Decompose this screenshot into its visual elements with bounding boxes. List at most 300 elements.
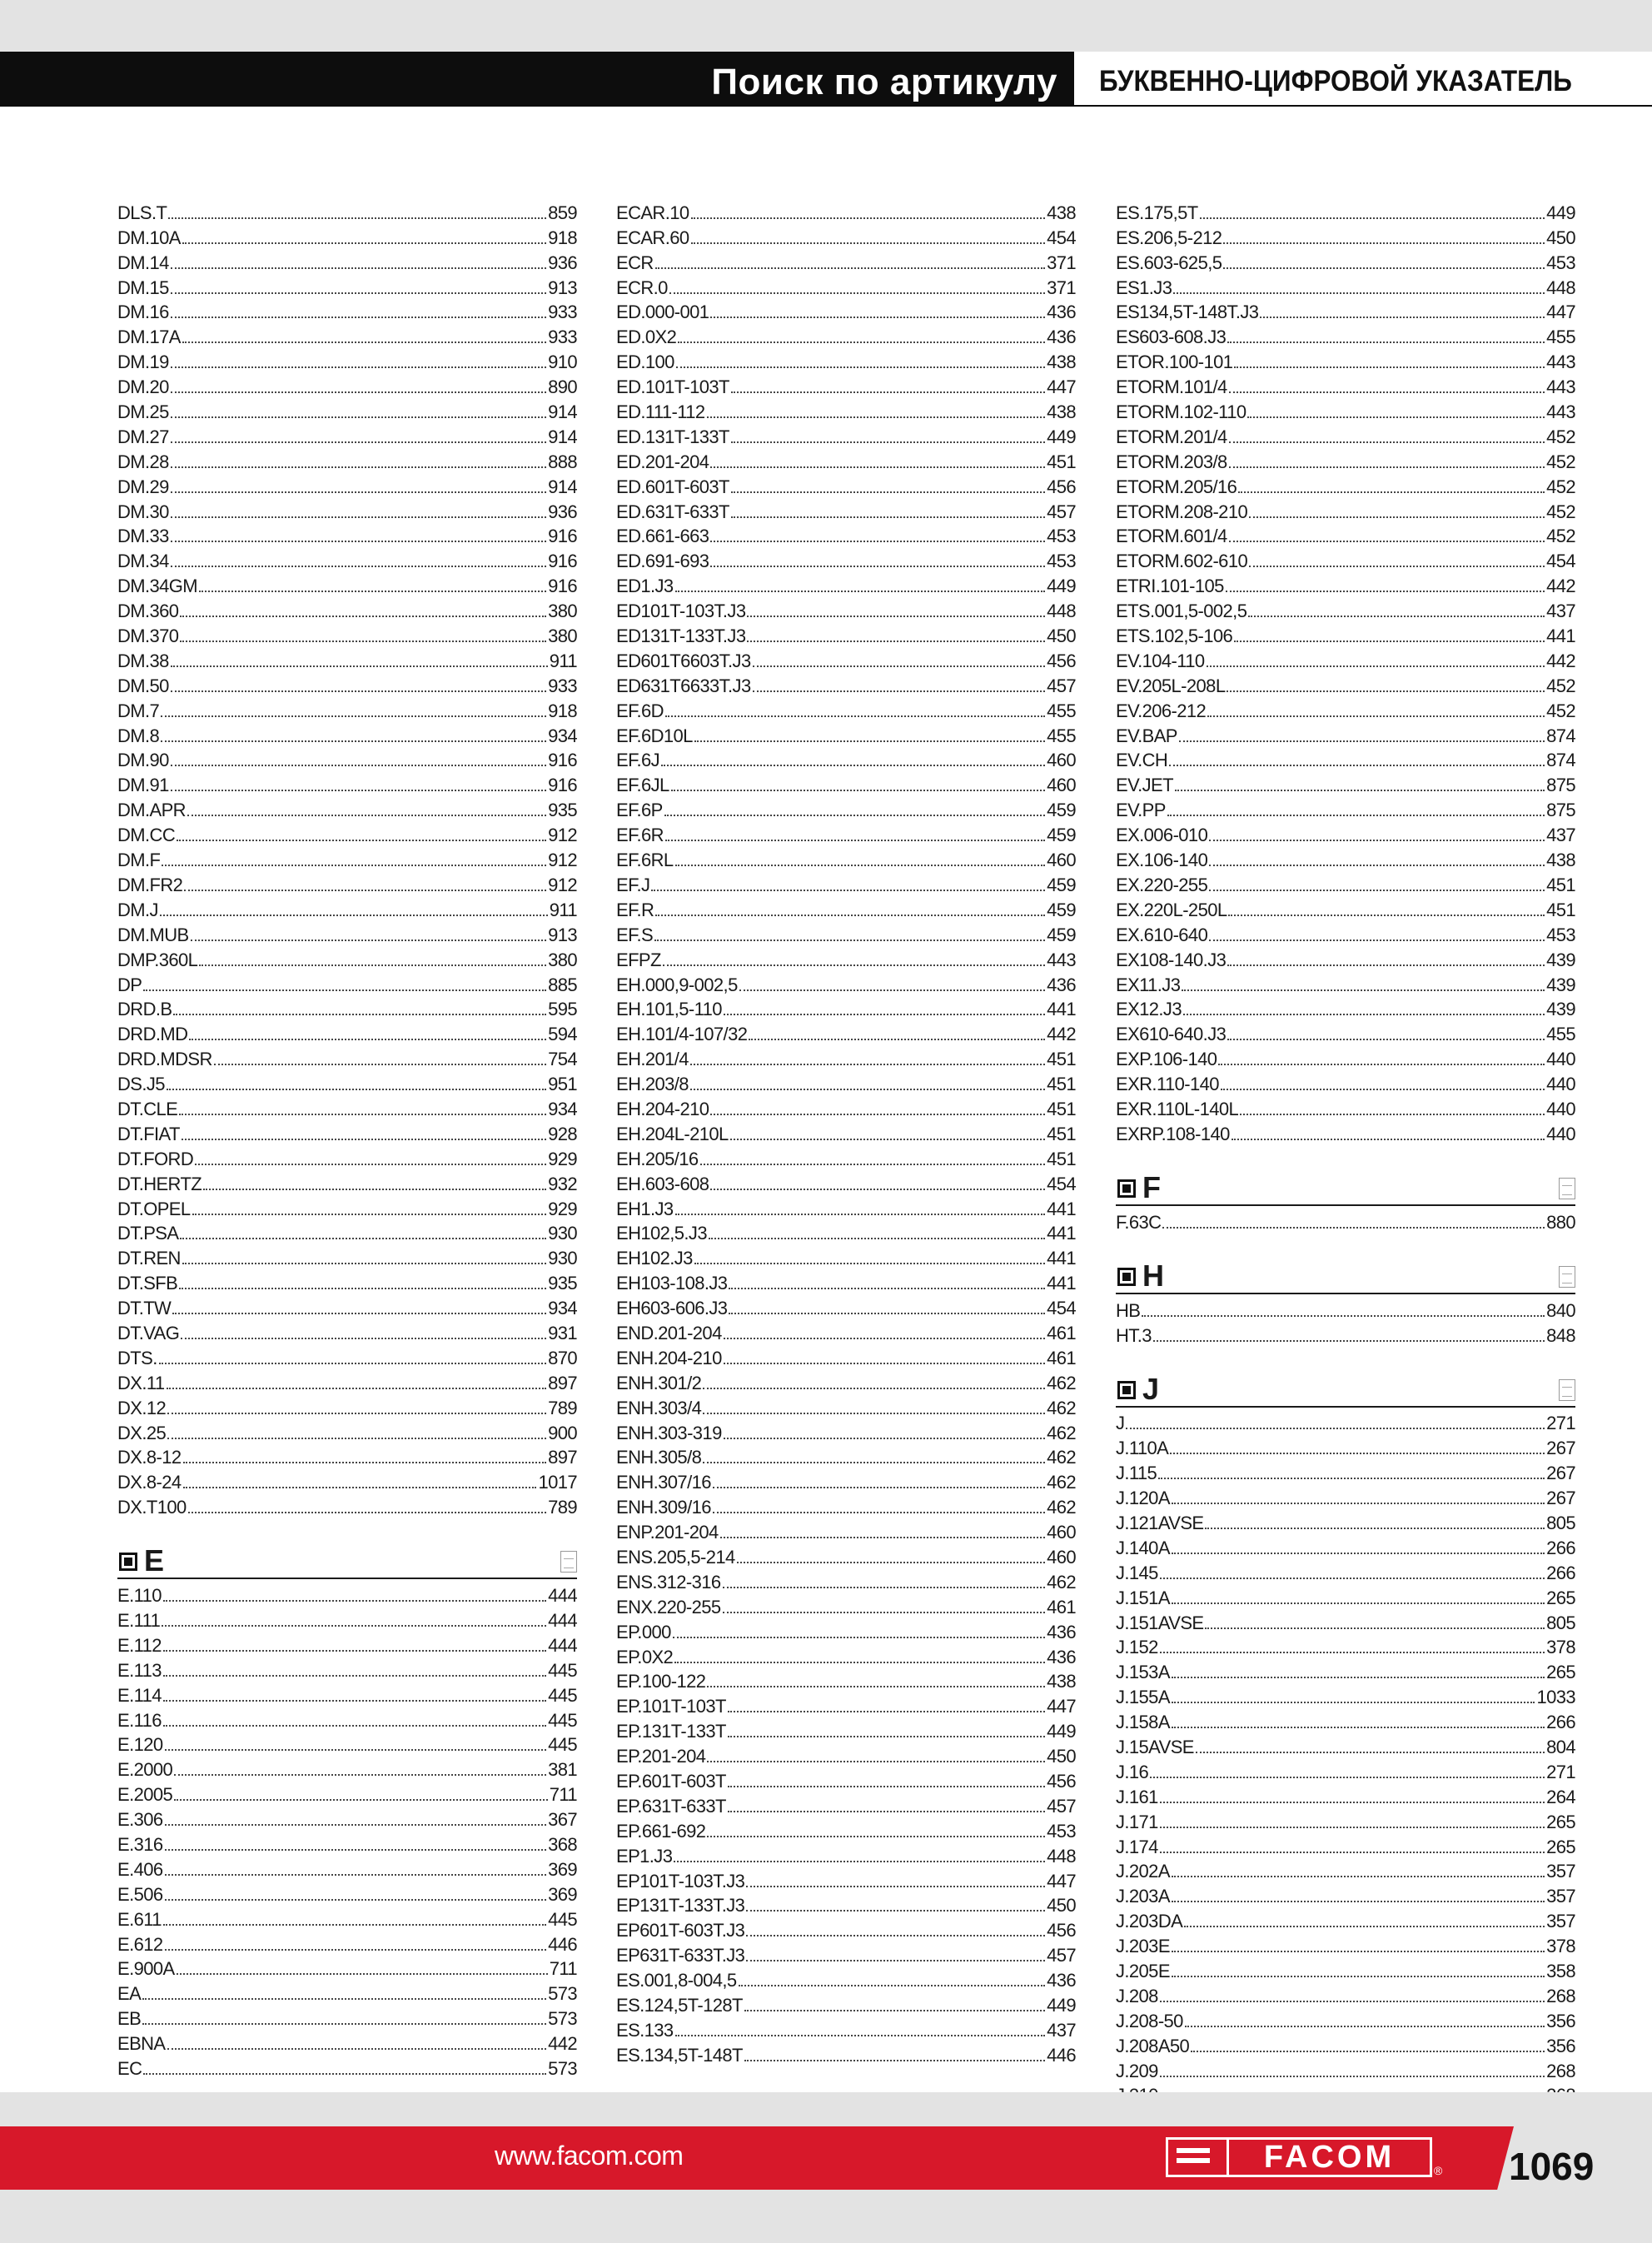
index-entry <box>616 449 1076 474</box>
dot-leader <box>1153 1340 1545 1342</box>
dot-leader <box>171 441 546 443</box>
dot-leader <box>1227 341 1545 343</box>
dot-leader <box>188 1512 546 1513</box>
dot-leader <box>1229 541 1545 542</box>
article-code: EX.610-640 <box>1116 924 1208 945</box>
index-entry <box>616 250 1076 275</box>
dot-leader <box>174 1799 548 1801</box>
article-code: HT.3 <box>1116 1324 1152 1346</box>
index-entry <box>616 1619 1076 1644</box>
dot-leader <box>1162 1227 1545 1229</box>
index-entry <box>117 1657 577 1682</box>
index-entry <box>616 2042 1076 2067</box>
article-code: J.15AVSE <box>1116 1736 1194 1757</box>
index-entry <box>117 847 577 872</box>
dot-leader <box>182 1263 546 1264</box>
page-ref: 441 <box>1546 626 1575 647</box>
index-entry <box>616 723 1076 748</box>
dot-leader <box>703 1388 1045 1389</box>
index-entry <box>117 1469 577 1494</box>
dot-leader <box>1191 2051 1545 2052</box>
article-code: EF.6J <box>616 750 660 771</box>
index-entry <box>616 972 1076 997</box>
page-ref: 441 <box>1047 1248 1076 1269</box>
article-code: ED.631T-633T <box>616 501 729 522</box>
article-code: EF.6JL <box>616 775 669 796</box>
index-entry <box>616 822 1076 847</box>
dot-leader <box>182 1139 546 1140</box>
dot-leader <box>1160 1827 1545 1828</box>
index-entry <box>117 1121 577 1146</box>
page-ref: 933 <box>548 326 577 348</box>
page-ref: 914 <box>548 426 577 447</box>
dot-leader <box>753 690 1045 692</box>
article-code: EFPZ <box>616 949 661 970</box>
dot-leader <box>744 2010 1045 2011</box>
article-code: ENH.305/8 <box>616 1447 702 1468</box>
index-entry <box>616 300 1076 325</box>
index-entry <box>1116 1859 1575 1884</box>
article-code: EF.6R <box>616 825 664 846</box>
article-code: DM.29 <box>117 476 169 497</box>
page-ref: 914 <box>548 476 577 497</box>
article-code: END.201-204 <box>616 1322 722 1343</box>
page-ref: 447 <box>1047 1696 1076 1717</box>
page-ref: 447 <box>1047 376 1076 398</box>
page-ref: 449 <box>1047 426 1076 447</box>
article-code: DM.360 <box>117 601 179 622</box>
dot-leader <box>1228 915 1545 916</box>
page-ref: 789 <box>548 1497 577 1518</box>
dot-leader <box>180 1238 546 1239</box>
index-entry <box>1116 225 1575 250</box>
index-entry <box>1116 499 1575 524</box>
index-entry <box>117 1981 577 2006</box>
dot-leader <box>674 1861 1045 1862</box>
index-entry <box>117 1320 577 1345</box>
dot-leader <box>707 1836 1045 1837</box>
article-code: DM.14 <box>117 252 169 273</box>
page-ref: 914 <box>548 401 577 423</box>
dot-leader <box>1234 641 1545 642</box>
index-entry <box>616 872 1076 897</box>
dot-leader <box>1160 1852 1545 1853</box>
article-code: DT.HERTZ <box>117 1173 202 1194</box>
page-ref: 932 <box>548 1173 577 1194</box>
dot-leader <box>1229 466 1545 468</box>
dot-leader <box>724 1363 1045 1364</box>
page-ref: 453 <box>1047 1820 1076 1842</box>
index-entry <box>616 673 1076 698</box>
dot-leader <box>160 915 548 916</box>
article-code: EA <box>117 1983 142 2005</box>
dot-leader <box>675 2035 1046 2036</box>
article-code: J.171 <box>1116 1811 1158 1832</box>
page-ref: 459 <box>1047 825 1076 846</box>
index-entry <box>1116 847 1575 872</box>
article-code: ENS.312-316 <box>616 1571 721 1593</box>
article-code: EX108-140.J3 <box>1116 949 1227 970</box>
index-entry <box>117 1632 577 1657</box>
page-ref: 446 <box>548 1933 577 1955</box>
index-entry <box>1116 623 1575 648</box>
article-code: ES.603-625,5 <box>1116 252 1222 273</box>
dot-leader <box>165 1949 547 1951</box>
article-code: EH.101,5-110 <box>616 999 722 1020</box>
dot-leader <box>1172 1876 1545 1877</box>
page-ref: 436 <box>1047 1970 1076 1991</box>
article-code: J.120A <box>1116 1488 1170 1509</box>
index-entry <box>117 1046 577 1071</box>
dot-leader <box>174 1774 546 1776</box>
page-ref: 460 <box>1047 850 1076 871</box>
dot-leader <box>694 1263 1045 1264</box>
dot-leader <box>165 1749 547 1751</box>
article-code: DM.FR2 <box>117 874 183 895</box>
article-code: ED131T-133T.J3 <box>616 626 746 647</box>
dot-leader <box>143 989 546 991</box>
dot-leader <box>177 840 546 841</box>
article-code: EP.000 <box>616 1621 671 1642</box>
article-code: EV.205L-208L <box>1116 675 1226 696</box>
page-ref: 454 <box>1047 1173 1076 1194</box>
article-code: E.2000 <box>117 1759 173 1781</box>
page-ref: 438 <box>1047 351 1076 373</box>
page-ref: 461 <box>1047 1596 1076 1617</box>
index-entry <box>616 1196 1076 1221</box>
dot-leader <box>180 616 546 617</box>
article-code: DM.50 <box>117 675 169 696</box>
article-code: E.506 <box>117 1883 163 1905</box>
article-code: EH603-606.J3 <box>616 1298 728 1319</box>
article-code: ED101T-103T.J3 <box>616 601 746 622</box>
page-ref: 840 <box>1546 1299 1575 1321</box>
page-ref: 880 <box>1546 1211 1575 1233</box>
index-entry <box>1116 1510 1575 1535</box>
website-link[interactable]: www.facom.com <box>495 2141 684 2171</box>
article-code: ENH.301/2 <box>616 1372 702 1393</box>
article-code: EH.201/4 <box>616 1049 689 1070</box>
dot-leader <box>163 1600 546 1602</box>
page-ref: 911 <box>549 899 577 920</box>
dot-leader <box>163 1675 546 1677</box>
dot-leader <box>661 765 1045 766</box>
article-code: EXR.110-140 <box>1116 1074 1219 1095</box>
dot-leader <box>180 641 546 642</box>
index-entry <box>1116 947 1575 972</box>
index-entry <box>1116 723 1575 748</box>
page-ref: 265 <box>1546 1836 1575 1857</box>
dot-leader <box>1172 1727 1545 1728</box>
dot-leader <box>182 242 546 244</box>
page-ref: 754 <box>548 1049 577 1070</box>
page-ref: 445 <box>548 1908 577 1930</box>
index-entry <box>117 1370 577 1395</box>
article-code: EF.S <box>616 924 654 945</box>
section-letter: J <box>1142 1371 1160 1406</box>
dot-leader <box>199 964 546 966</box>
index-entry <box>1116 1121 1575 1146</box>
index-entry <box>616 1370 1076 1395</box>
dot-leader <box>214 1064 546 1065</box>
page-ref: 875 <box>1546 800 1575 821</box>
index-entry <box>117 349 577 374</box>
article-code: DM.10A <box>117 227 181 248</box>
dot-leader <box>728 1811 1045 1812</box>
index-entry <box>117 524 577 549</box>
article-code: DP <box>117 974 142 995</box>
dot-leader <box>1249 566 1545 567</box>
article-code: E.900A <box>117 1958 175 1980</box>
dot-leader <box>1172 1602 1545 1604</box>
article-code: EXR.110L-140L <box>1116 1098 1239 1119</box>
index-entry <box>1116 1684 1575 1709</box>
article-code: ENH.204-210 <box>616 1347 722 1368</box>
page-ref: 462 <box>1047 1447 1076 1468</box>
page-ref: 930 <box>548 1248 577 1269</box>
dot-leader <box>730 1139 1045 1140</box>
page-subtitle: БУКВЕННО-ЦИФРОВОЙ УКАЗАТЕЛЬ <box>1099 65 1572 97</box>
index-entry <box>616 2017 1076 2042</box>
index-entry <box>616 1793 1076 1818</box>
article-code: DM.J <box>117 899 158 920</box>
article-code: ECAR.10 <box>616 202 689 223</box>
article-code: DT.SFB <box>117 1273 178 1294</box>
article-code: ETORM.602-610 <box>1116 551 1248 572</box>
page-ref: 437 <box>1546 825 1575 846</box>
page-ref: 452 <box>1546 700 1575 721</box>
page-ref: 438 <box>1047 401 1076 423</box>
page-ref: 928 <box>548 1123 577 1144</box>
index-entry <box>1116 972 1575 997</box>
page-ref: 874 <box>1546 750 1575 771</box>
page-ref: 916 <box>548 750 577 771</box>
index-entry <box>616 1519 1076 1544</box>
index-entry <box>117 1583 577 1607</box>
page-ref: 442 <box>548 2033 577 2055</box>
article-code: J.174 <box>1116 1836 1158 1857</box>
index-entry <box>616 1942 1076 1967</box>
index-entry <box>616 997 1076 1022</box>
page-ref: 438 <box>1546 850 1575 871</box>
article-code: EH1.J3 <box>616 1198 674 1219</box>
dot-leader <box>171 541 546 542</box>
dot-leader <box>1172 1951 1545 1952</box>
dot-leader <box>163 1924 546 1926</box>
dot-leader <box>1142 1315 1545 1317</box>
dot-leader <box>707 416 1046 418</box>
dot-leader <box>753 665 1045 667</box>
article-code: DX.8-24 <box>117 1472 182 1493</box>
index-entry <box>616 524 1076 549</box>
article-code: E.114 <box>117 1684 162 1706</box>
dot-leader <box>172 1313 546 1314</box>
article-code: EH102.J3 <box>616 1248 693 1269</box>
article-code: J.161 <box>1116 1786 1158 1807</box>
dot-leader <box>1172 1503 1545 1504</box>
page-ref: 371 <box>1047 252 1076 273</box>
index-entry <box>117 947 577 972</box>
index-entry <box>1116 1209 1575 1234</box>
dot-leader <box>671 790 1045 791</box>
index-entry <box>117 623 577 648</box>
dot-leader <box>1160 2076 1545 2077</box>
section-letter: E <box>144 1543 165 1578</box>
article-code: J.140A <box>1116 1537 1170 1558</box>
dot-leader <box>1223 267 1545 269</box>
page-ref: 381 <box>548 1759 577 1781</box>
dot-leader <box>1234 366 1545 368</box>
article-code: DT.CLE <box>117 1098 178 1119</box>
index-column-2 <box>616 200 1076 2067</box>
article-code: DRD.B <box>117 999 172 1020</box>
article-code: ED.201-204 <box>616 451 709 472</box>
article-code: ED.100 <box>616 351 674 373</box>
article-code: EP.100-122 <box>616 1671 706 1692</box>
index-entry <box>1116 748 1575 773</box>
index-entry <box>1116 997 1575 1022</box>
article-code: DX.25 <box>117 1422 167 1443</box>
article-code: ETORM.102-110 <box>1116 401 1246 423</box>
article-code: EP631T-633T.J3 <box>616 1945 745 1966</box>
article-code: DX.8-12 <box>117 1447 182 1468</box>
page-ref: 447 <box>1047 1870 1076 1892</box>
index-entry <box>117 424 577 449</box>
dot-leader <box>1196 1752 1545 1753</box>
page-ref: 934 <box>548 1298 577 1319</box>
article-code: EC <box>117 2058 142 2080</box>
index-entry <box>1116 1933 1575 1958</box>
page-ref: 265 <box>1546 1662 1575 1683</box>
index-entry <box>117 772 577 797</box>
index-entry <box>616 1768 1076 1793</box>
page-ref: 358 <box>1546 1961 1575 1981</box>
index-entry <box>616 548 1076 573</box>
index-entry <box>117 1021 577 1046</box>
dot-leader <box>1170 1453 1545 1454</box>
dot-leader <box>161 715 546 717</box>
article-code: ETOR.100-101 <box>1116 351 1233 373</box>
dot-leader <box>1167 815 1545 816</box>
dot-leader <box>171 690 546 692</box>
page-ref: 457 <box>1047 675 1076 696</box>
index-entry <box>616 1420 1076 1445</box>
article-code: DRD.MD <box>117 1024 188 1045</box>
index-entry <box>616 947 1076 972</box>
dot-leader <box>729 1313 1045 1314</box>
index-entry <box>117 1345 577 1370</box>
dot-leader <box>655 267 1045 269</box>
article-code: ENP.201-204 <box>616 1522 719 1543</box>
index-entry <box>1116 1659 1575 1684</box>
index-entry <box>117 275 577 300</box>
index-entry <box>117 573 577 598</box>
article-code: E.112 <box>117 1634 162 1656</box>
index-entry <box>1116 1734 1575 1759</box>
index-entry <box>117 1607 577 1632</box>
dot-leader <box>703 1413 1045 1414</box>
dot-leader <box>1150 1777 1545 1778</box>
page-ref: 453 <box>1047 526 1076 547</box>
dot-leader <box>691 242 1046 244</box>
page-ref: 451 <box>1047 1098 1076 1119</box>
page-ref: 453 <box>1047 551 1076 572</box>
index-entry <box>1116 1096 1575 1121</box>
article-code: J.151A <box>1116 1587 1170 1608</box>
dot-leader <box>675 865 1046 866</box>
page-ref: 456 <box>1047 650 1076 671</box>
page-ref: 462 <box>1047 1571 1076 1593</box>
page-ref: 461 <box>1047 1347 1076 1368</box>
page-ref: 440 <box>1546 1049 1575 1070</box>
index-entry <box>117 1096 577 1121</box>
dot-leader <box>1184 1926 1545 1927</box>
dot-leader <box>1160 1802 1545 1803</box>
page-ref: 594 <box>548 1024 577 1045</box>
article-code: EV.PP <box>1116 800 1166 821</box>
page-ref: 436 <box>1047 1621 1076 1642</box>
page-ref: 357 <box>1546 1886 1575 1907</box>
article-code: DM.19 <box>117 351 169 373</box>
dot-leader <box>1209 865 1545 866</box>
page-ref: 934 <box>548 1098 577 1119</box>
index-entry <box>117 499 577 524</box>
page-ref: 459 <box>1047 924 1076 945</box>
page-ref: 444 <box>548 1585 577 1607</box>
article-code: ES603-608.J3 <box>1116 326 1227 348</box>
page-ref: 442 <box>1546 650 1575 671</box>
dot-leader <box>1227 690 1545 692</box>
article-code: E.113 <box>117 1659 162 1681</box>
index-entry <box>616 1917 1076 1942</box>
page-ref: 913 <box>548 924 577 945</box>
page-ref: 452 <box>1546 451 1575 472</box>
page-ref: 445 <box>548 1684 577 1706</box>
article-code: EF.6D10L <box>616 725 693 746</box>
article-code: J.110A <box>1116 1438 1169 1459</box>
dot-leader <box>1172 1553 1545 1554</box>
article-code: ETORM.601/4 <box>1116 526 1227 547</box>
article-code: ED631T6633T.J3 <box>616 675 751 696</box>
article-code: EF.6RL <box>616 850 674 871</box>
page-ref: 439 <box>1546 999 1575 1020</box>
article-code: J.145 <box>1116 1562 1158 1583</box>
page-ref: 462 <box>1047 1372 1076 1393</box>
index-entry <box>616 1046 1076 1071</box>
article-code: HB <box>1116 1299 1141 1321</box>
index-entry <box>616 1594 1076 1619</box>
article-code: EP1.J3 <box>616 1845 673 1867</box>
article-code: EH.000,9-002,5 <box>616 974 738 995</box>
page-ref: 875 <box>1546 775 1575 796</box>
page-ref: 439 <box>1546 949 1575 970</box>
dot-leader <box>1209 940 1545 941</box>
index-entry <box>1116 1883 1575 1908</box>
page-ref: 918 <box>548 700 577 721</box>
page-ref: 462 <box>1047 1422 1076 1443</box>
page-ref: 454 <box>1047 227 1076 248</box>
dot-leader <box>179 1114 546 1115</box>
page-ref: 449 <box>1047 1995 1076 2016</box>
dot-leader <box>724 1338 1045 1339</box>
dot-leader <box>142 2023 546 2025</box>
page-ref: 437 <box>1546 601 1575 622</box>
article-code: EF.6P <box>616 800 663 821</box>
article-code: EP101T-103T.J3 <box>616 1870 745 1892</box>
index-entry <box>616 1967 1076 1992</box>
index-entry <box>1116 548 1575 573</box>
article-code: DM.CC <box>117 825 176 846</box>
